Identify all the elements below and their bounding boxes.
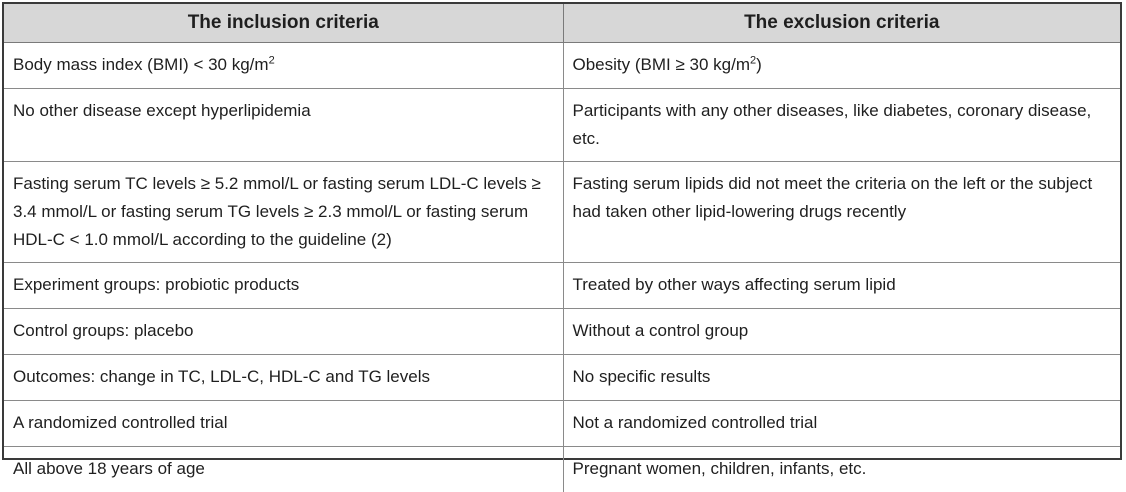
exclusion-cell bbox=[563, 43, 1120, 89]
inclusion-text: Body mass index (BMI) < 30 kg/m bbox=[13, 55, 269, 74]
inclusion-cell: No other disease except hyperlipidemia bbox=[4, 89, 563, 162]
exclusion-text: Obesity (BMI ≥ 30 kg/m bbox=[573, 55, 751, 74]
inclusion-cell: Outcomes: change in TC, LDL-C, HDL-C and TG levels bbox=[4, 355, 563, 401]
exclusion-cell: Pregnant women, children, infants, etc. bbox=[563, 447, 1120, 492]
exclusion-cell: Participants with any other diseases, like diabetes, coronary disease, etc. bbox=[563, 89, 1120, 162]
header-row bbox=[4, 4, 1120, 43]
criteria-table-container bbox=[2, 2, 1122, 460]
inclusion-cell: Experiment groups: probiotic products bbox=[4, 263, 563, 309]
superscript: 2 bbox=[750, 54, 756, 66]
inclusion-cell: A randomized controlled trial bbox=[4, 401, 563, 447]
exclusion-cell: Fasting serum lipids did not meet the criteria on the left or the subject had taken other lipid-lowering drugs recently bbox=[563, 162, 1120, 263]
inclusion-header: The inclusion criteria bbox=[4, 4, 563, 43]
exclusion-cell: Without a control group bbox=[563, 309, 1120, 355]
exclusion-text-tail: ) bbox=[756, 55, 762, 74]
exclusion-cell: Not a randomized controlled trial bbox=[563, 401, 1120, 447]
table-row bbox=[4, 401, 1120, 447]
criteria-table bbox=[4, 4, 1120, 492]
inclusion-cell: Control groups: placebo bbox=[4, 309, 563, 355]
exclusion-header: The exclusion criteria bbox=[563, 4, 1120, 43]
inclusion-cell: Fasting serum TC levels ≥ 5.2 mmol/L or fasting serum LDL-C levels ≥ 3.4 mmol/L or fasting serum TG levels ≥ 2.3 mmol/L or fasting serum HDL-C < 1.0 mmol/L according to the guideline (2) bbox=[4, 162, 563, 263]
exclusion-cell: No specific results bbox=[563, 355, 1120, 401]
exclusion-cell: Treated by other ways affecting serum lipid bbox=[563, 263, 1120, 309]
table-row bbox=[4, 447, 1120, 492]
inclusion-cell bbox=[4, 43, 563, 89]
table-row bbox=[4, 162, 1120, 263]
table-row bbox=[4, 89, 1120, 162]
table-row bbox=[4, 263, 1120, 309]
table-row bbox=[4, 43, 1120, 89]
inclusion-cell: All above 18 years of age bbox=[4, 447, 563, 492]
table-row bbox=[4, 355, 1120, 401]
superscript: 2 bbox=[269, 54, 275, 66]
table-row bbox=[4, 309, 1120, 355]
